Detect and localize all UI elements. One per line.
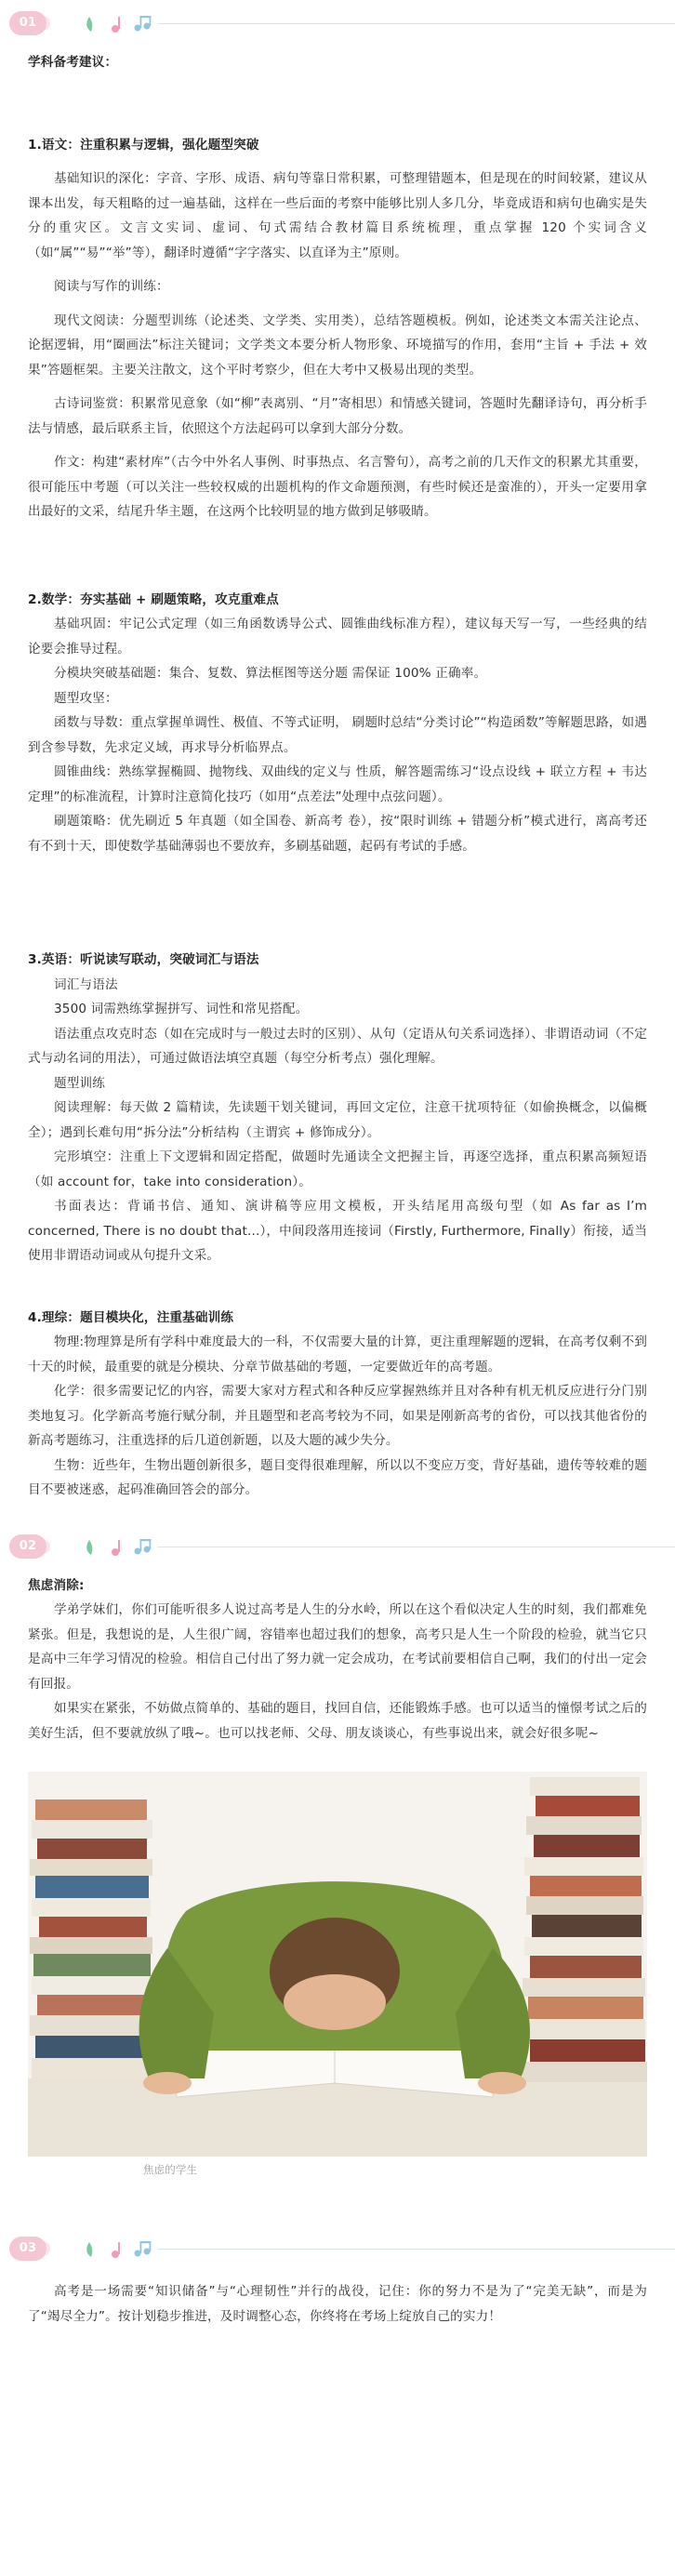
music-notes-icon [84,2238,158,2261]
english-line: 3500 词需熟练掌握拼写、词性和常见搭配。 [54,1002,309,1016]
anxiety-paragraph: 如果实在紧张，不妨做点简单的、基础的题目，找回自信，还能锻炼手感。也可以适当的憧憬考试之后的美好生活，但不要就放纵了哦~。也可以找老师、父母、朋友谈谈心，有些事说出来，就会好很多呢~ [28,1701,647,1741]
music-notes-icon [84,13,158,35]
science-line: 化学：很多需要记忆的内容，需要大家对方程式和各种反应掌握熟练并且对各种有机无机反应进行分门别类地复习。化学新高考施行赋分制，并且题型和老高考较为不同，如果是刚新高考的省份，可以找其他省份的新高考题练习，注重选择的后几道创新题，以及大题的减少失分。 [28,1384,647,1448]
chinese-paragraph: 作文：构建“素材库”（古今中外名人事例、时事热点、名言警句），高考之前的几天作文的积累尤其重要，很可能压中考题（可以关注一些较权威的出题机构的作文命题预测，有些时候还是蛮准的），开头一定要用拿出最好的文采，结尾升华主题，在这两个比较明显的地方做到足够吸睛。 [28,455,647,519]
science-title: 4.理综：题目模块化，注重基础训练 [28,1309,234,1325]
english-line: 语法重点攻克时态（如在完成时与一般过去时的区别）、从句（定语从句关系词选择）、非谓语动词（不定式与动名词的用法），可通过做语法填空真题（每空分析考点）强化理解。 [28,1026,647,1066]
section-badge: 01 [9,11,46,35]
english-line: 题型训练 [54,1075,105,1091]
english-title: 3.英语：听说读写联动，突破词汇与语法 [28,952,259,967]
math-line: 圆锥曲线：熟练掌握椭圆、抛物线、双曲线的定义与 性质，解答题需练习“设点设线 + 联立方程 + 韦达定理”的标准流程，计算时注意简化技巧（如用“点差法”处理中点弦问题）。 [28,764,647,804]
section-header-03 [0,2225,675,2272]
english-line: 词汇与语法 [54,976,118,992]
stressed-student-photo [28,1772,647,2157]
math-line: 基础巩固：牢记公式定理（如三角函数诱导公式、圆锥曲线标准方程），建议每天写一写，一些经典的结论要会推导过程。 [28,617,647,657]
chinese-title: 1.语文：注重积累与逻辑，强化题型突破 [28,137,259,153]
math-line: 分模块突破基础题：集合、复数、算法框图等送分题 需保证 100% 正确率。 [54,666,487,681]
chinese-paragraph: 古诗词鉴赏：积累常见意象（如“柳”表离别、“月”寄相思）和情感关键词，答题时先翻译诗句，再分析手法与情感，最后联系主旨，依照这个方法起码可以拿到大部分分数。 [28,396,647,436]
closing-paragraph: 高考是一场需要“知识储备”与“心理韧性”并行的战役，记住：你的努力不是为了“完美无缺”，而是为了“竭尽全力”。按计划稳步推进，及时调整心态，你终将在考场上绽放自己的实力！ [28,2284,647,2324]
chinese-paragraph: 现代文阅读：分题型训练（论述类、文学类、实用类），总结答题模板。例如，论述类文本需关注论点、论据逻辑，用“圈画法”标注关键词；文学类文本要分析人物形象、环境描写的作用，套用“主旨 + 手法 + 效果”答题框架。主要关注散文，这个平时考察少，但在大考中又极易出现的类型。 [28,312,647,378]
chinese-paragraph: 阅读与写作的训练： [54,279,169,294]
english-line: 书面表达：背诵书信、通知、演讲稿等应用文模板，开头结尾用高级句型（如 As far as I’m concerned, There is no doubt that...），中间段落用连接词（Firstly, Furthermore, Finally）衔接，适当使用非谓语动词或从句提升文采。 [28,1199,647,1263]
section-badge: 03 [9,2237,46,2261]
section-header-01 [0,0,675,46]
math-title: 2.数学：夯实基础 + 刷题策略，攻克重难点 [28,591,279,607]
english-line: 阅读理解：每天做 2 篇精读，先读题干划关键词，再回文定位，注意干扰项特征（如偷换概念，以偏概全）；遇到长难句用“拆分法”分析结构（主谓宾 + 修饰成分）。 [28,1100,647,1140]
section-header-02 [0,1523,675,1570]
english-line: 完形填空：注重上下文逻辑和固定搭配，做题时先通读全文把握主旨，再逐空选择，重点积累高频短语（如 account for，take into consideration）。 [28,1149,647,1189]
math-line: 题型攻坚： [54,690,118,706]
section-divider-line [158,23,675,24]
section-badge: 02 [9,1534,46,1559]
chinese-paragraph: 基础知识的深化：字音、字形、成语、病句等靠日常积累，可整理错题本，但是现在的时间较紧，建议从课本出发，每天粗略的过一遍基础，这样在一些后面的考察中能够比别人多几分，毕竟成语和病句也确实是失分的重灾区。文言文实词、虚词、句式需结合教材篇目系统梳理，重点掌握 120 个实词含义（如“属”“易”“举”等），翻译时遵循“字字落实、以直译为主”原则。 [28,171,647,260]
anxiety-paragraph: 学弟学妹们，你们可能听很多人说过高考是人生的分水岭，所以在这个看似决定人生的时刻，我们都难免紧张。但是，我想说的是，人生很广阔，容错率也超过我们的想象，高考只是人生一个阶段的检验，就当它只是高中三年学习情况的检验。相信自己付出了努力就一定会成功，在考试前要相信自己啊，我们的付出一定会有回报。 [28,1602,647,1692]
science-line: 生物：近些年，生物出题创新很多，题目变得很难理解，所以以不变应万变，背好基础，遗传等较难的题目不要被迷惑，起码准确回答会的部分。 [28,1457,647,1497]
science-line: 物理:物理算是所有学科中难度最大的一科，不仅需要大量的计算，更注重理解题的逻辑，在高考仅剩不到十天的时候，最重要的就是分模块、分章节做基础的考题，一定要做近年的高考题。 [28,1334,647,1374]
photo-caption: 焦虑的学生 [143,2163,198,2176]
math-line: 函数与导数：重点掌握单调性、极值、不等式证明， 刷题时总结“分类讨论”“构造函数”等解题思路，如遇到含参导数，先求定义域，再求导分析临界点。 [28,715,647,755]
section-heading: 焦虑消除: [28,1577,85,1593]
section-divider-line [158,2249,675,2250]
music-notes-icon [84,1536,158,1559]
section-heading: 学科备考建议： [28,55,118,70]
math-line: 刷题策略：优先刷近 5 年真题（如全国卷、新高考 卷），按“限时训练 + 错题分析”模式进行，离高考还有不到十天，即使数学基础薄弱也不要放弃，多刷基础题，起码有考试的手感。 [28,814,647,854]
